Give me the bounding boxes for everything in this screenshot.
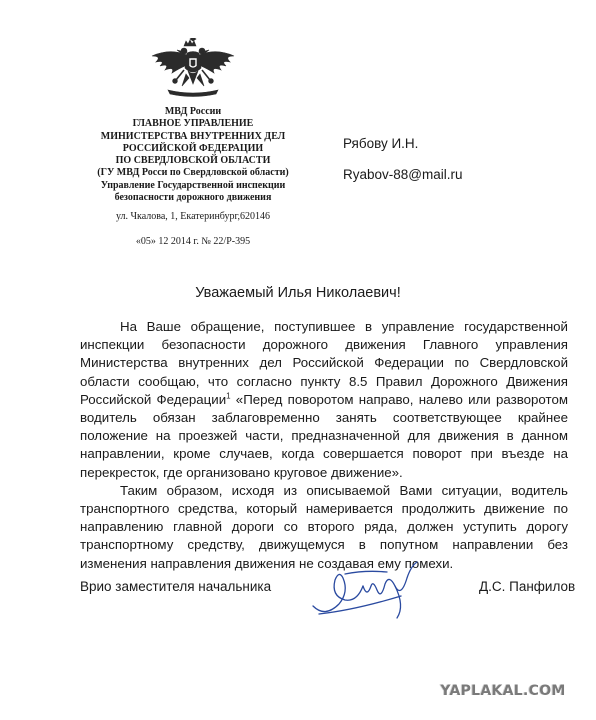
org-line: безопасности дорожного движения	[114, 192, 272, 204]
org-line: (ГУ МВД Росcи по Свердловской области)	[97, 167, 289, 179]
org-line: МИНИСТЕРСТВА ВНУТРЕННИХ ДЕЛ	[100, 130, 286, 142]
paragraph-1-start: На Ваше обращение, поступившее в управление государственной инспекции безопасности дорожного движения Главного управления Министерства внутренних дел Российской Федерации по Свердловской области сообщаю, что согласно пункту 8.5 Правил Дорожного Движения Российской Федерации	[80, 319, 568, 407]
signatory-role: Врио заместителя начальника	[80, 579, 272, 594]
paragraph-1	[80, 318, 568, 482]
recipient-name: Рябову И.Н.	[343, 136, 419, 151]
org-line: РОССИЙСКОЙ ФЕДЕРАЦИИ	[122, 142, 264, 154]
paragraph-1-end: «Перед поворотом направо, налево или разворотом водитель обязан заблаговременно занять соответствующее крайнее положение на проезжей части, предназначенной для движения в данном направлении, кроме случаев, когда совершается поворот при въезде на перекресток, где организовано круговое движение».	[80, 391, 568, 480]
eagle-emblem-icon	[148, 38, 238, 100]
footnote-mark: 1	[226, 391, 231, 401]
greeting: Уважаемый Илья Николаевич!	[195, 285, 401, 301]
org-line: МВД России	[164, 106, 222, 117]
org-line: ПО СВЕРДЛОВСКОЙ ОБЛАСТИ	[115, 155, 271, 167]
recipient-email: Ryabov-88@mail.ru	[343, 167, 463, 182]
handwritten-signature	[305, 556, 435, 626]
sender-address: ул. Чкалова, 1, Екатеринбург,620146	[116, 211, 270, 222]
site-watermark: YAPLAKAL.COM	[440, 683, 566, 699]
org-line: ГЛАВНОЕ УПРАВЛЕНИЕ	[132, 118, 254, 130]
sender-organization	[70, 106, 316, 204]
paragraph-2: Таким образом, исходя из описываемой Вами ситуации, водитель транспортного средства, который намеривается продолжить движение по направлению главной дороги со второго ряда, должен уступить дорогу транспортному средству, движущемуся в попутном направлении без изменения направления движения не создавая ему помехи.	[80, 482, 568, 571]
letter-body	[80, 318, 568, 573]
registration-number: «05» 12 2014 г. № 22/Р-395	[135, 236, 251, 247]
signatory-name: Д.С. Панфилов	[479, 579, 576, 594]
org-line: Управление Государственной инспекции	[100, 179, 286, 191]
